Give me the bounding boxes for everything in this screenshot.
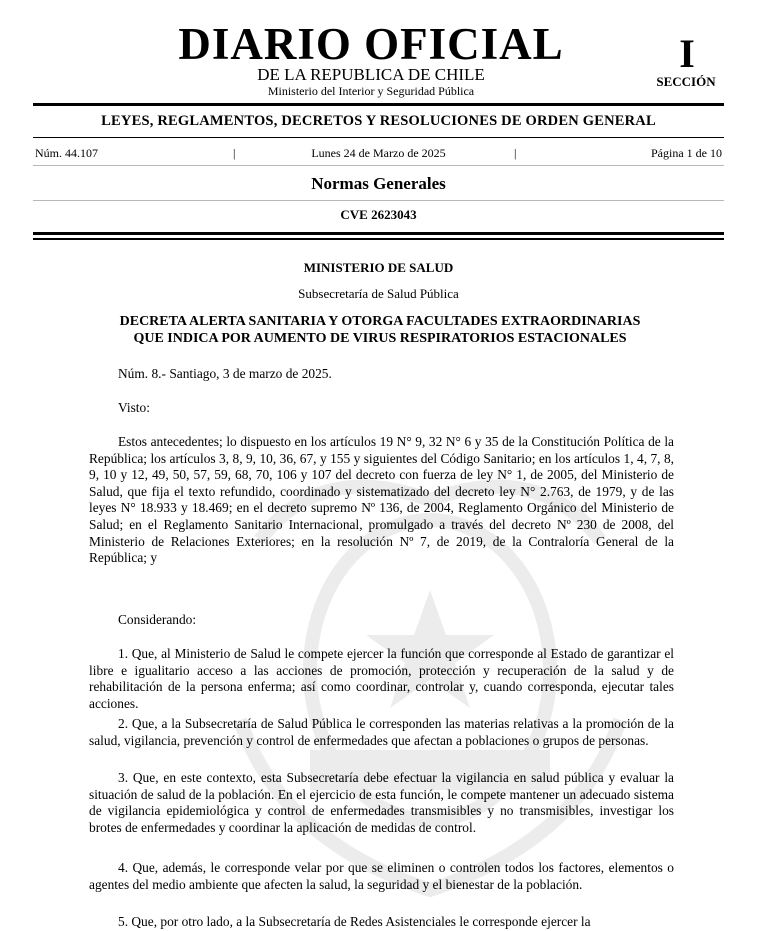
considerando-point: 3. Que, en este contexto, esta Subsecretaría debe efectuar la vigilancia en salud pública y evaluar la situación de salud de la población. En el ejercicio de esta función, le compete mantener un adecuado sistema de vigilancia epidemiológica y control de enfermedades transmisibles y no transmisibles, investigar los brotes de enfermedades y coordinar la aplicación de medidas de control. (89, 770, 674, 835)
considerando-point: 2. Que, a la Subsecretaría de Salud Pública le corresponden las materias relativas a la promoción de la salud, vigilancia, prevención y control de enfermedades que afectan a poblaciones o grupos de personas. (89, 716, 674, 748)
masthead-ministry: Ministerio del Interior y Seguridad Pública (267, 84, 475, 98)
issue-separator: | (514, 146, 517, 160)
issue-page: Página 1 de 10 (651, 146, 722, 160)
cve-code: CVE 2623043 (340, 207, 417, 222)
decree-title (60, 313, 700, 347)
subsecretaria: Subsecretaría de Salud Pública (298, 286, 459, 301)
divider-double-bottom (33, 238, 724, 240)
issue-number: Núm. 44.107 (35, 146, 98, 160)
divider-below-heading (33, 137, 724, 138)
issue-date: Lunes 24 de Marzo de 2025 (311, 146, 446, 160)
considerando-point: 5. Que, por otro lado, a la Subsecretaría de Redes Asistenciales le corresponde ejercer la (118, 914, 591, 929)
section-heading: Normas Generales (311, 174, 446, 193)
section-number: I (679, 31, 695, 76)
antecedentes-paragraph: Estos antecedentes; lo dispuesto en los artículos 19 N° 9, 32 N° 6 y 35 de la Constitución Política de la República; los artículos 3, 8, 9, 10, 36, 67, y 155 y siguientes del Código Sanitario; en los artículos 1, 4, 7, 8, 9, 10 y 12, 49, 50, 57, 59, 68, 70, 106 y 107 del decreto con fuerza de ley N° 1, de 2005, del Ministerio de Salud, que fija el texto refundido, coordinado y sistematizado del decreto ley N° 2.763, de 1979, y de las leyes N° 18.933 y 18.469; en el decreto supremo Nº 136, de 2004, Reglamento Orgánico del Ministerio de Salud; en el Reglamento Sanitario Internacional, promulgado a través del decreto Nº 230 de 2008, del Ministerio de Relaciones Exteriores; en la resolución Nº 7, de 2019, de la Contraloría General de la República; y (89, 434, 674, 566)
considerando-label: Considerando: (118, 612, 197, 627)
divider-issue (33, 165, 724, 166)
section-label: SECCIÓN (656, 74, 716, 89)
visto-label: Visto: (118, 400, 150, 415)
divider-double-top (33, 232, 724, 235)
decree-title-line: QUE INDICA POR AUMENTO DE VIRUS RESPIRATORIOS ESTACIONALES (133, 331, 627, 346)
considerando-point: 1. Que, al Ministerio de Salud le compete ejercer la función que corresponde al Estado de garantizar el libre e igualitario acceso a las acciones de promoción, protección y recuperación de la salud y de rehabilitación de la persona enferma; así como coordinar, controlar y, cuando corresponda, ejecutar tales acciones. (89, 646, 674, 711)
ministry-name: MINISTERIO DE SALUD (303, 260, 454, 275)
issue-separator: | (233, 146, 236, 160)
masthead-subtitle: DE LA REPUBLICA DE CHILE (257, 65, 485, 84)
decree-number-line: Núm. 8.- Santiago, 3 de marzo de 2025. (118, 366, 332, 381)
considerando-point: 4. Que, además, le corresponde velar por que se eliminen o controlen todos los factores, elementos o agentes del medio ambiente que afecten la salud, la seguridad y el bienestar de la población. (89, 860, 674, 892)
divider-section (33, 200, 724, 201)
decree-title-line: DECRETA ALERTA SANITARIA Y OTORGA FACULTADES EXTRAORDINARIAS (119, 314, 641, 329)
laws-heading: LEYES, REGLAMENTOS, DECRETOS Y RESOLUCIONES DE ORDEN GENERAL (101, 113, 656, 129)
divider-top (33, 103, 724, 106)
masthead-title: DIARIO OFICIAL (178, 19, 564, 69)
